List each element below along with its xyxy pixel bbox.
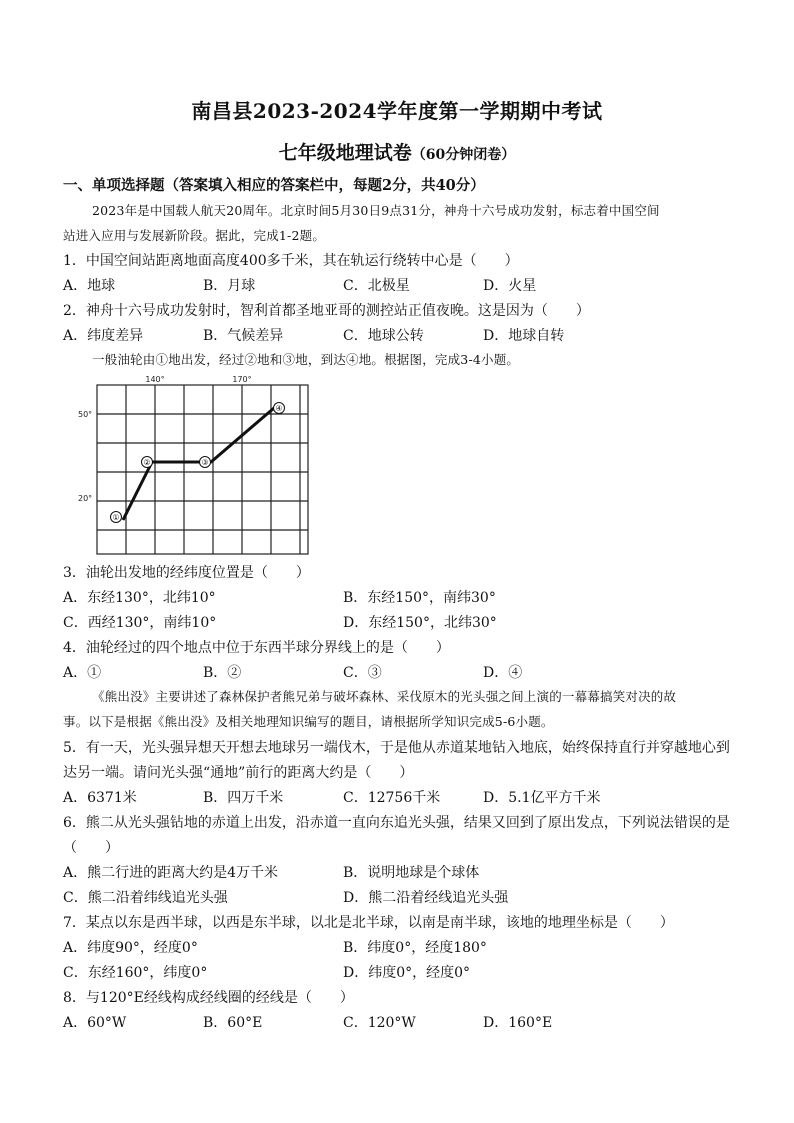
q3-option-c[interactable]: C．西经130°，南纬10°: [63, 615, 217, 631]
q4-option-d[interactable]: D．④: [483, 665, 523, 681]
q8-option-b[interactable]: B．60°E: [203, 1015, 263, 1031]
q5-option-c[interactable]: C．12756千米: [343, 790, 441, 806]
intro1-line2: 站进入应用与发展新阶段。据此，完成1-2题。: [63, 228, 326, 243]
q6-option-b[interactable]: B．说明地球是个球体: [343, 865, 480, 881]
q4-option-b[interactable]: B．②: [203, 665, 242, 681]
q5-option-a[interactable]: A．6371米: [63, 790, 137, 806]
q8-option-a[interactable]: A．60°W: [63, 1015, 127, 1031]
intro3-line1: 《熊出没》主要讲述了森林保护者熊兄弟与破坏森林、采伐原木的光头强之间上演的一幕幕搞笑对决的故: [92, 689, 677, 704]
question-2: 2．神舟十六号成功发射时，智利首都圣地亚哥的测控站正值夜晚。这是因为（ ）: [63, 303, 590, 319]
question-3: 3．油轮出发地的经纬度位置是（ ）: [63, 565, 310, 581]
subtitle-note: （60分钟闭卷）: [411, 147, 516, 163]
q4-option-c[interactable]: C．③: [343, 665, 382, 681]
intro2-line1: 一般油轮由①地出发，经过②地和③地，到达④地。根据图，完成3-4小题。: [92, 352, 520, 367]
q6-option-d[interactable]: D．熊二沿着经线追光头强: [343, 890, 509, 906]
q1-option-d[interactable]: D．火星: [483, 278, 537, 294]
q8-option-d[interactable]: D．160°E: [483, 1015, 553, 1031]
lat-label-20: 20°: [78, 494, 93, 503]
q2-option-b[interactable]: B．气候差异: [203, 328, 284, 344]
lat-label-50: 50°: [78, 410, 93, 419]
question-8: 8．与120°E经线构成经线圈的经线是（ ）: [63, 990, 354, 1006]
question-6-line1: 6．熊二从光头强钻地的赤道上出发，沿赤道一直向东追光头强，结果又回到了原出发点，下列说法错误的是: [63, 815, 730, 831]
question-5-line1: 5．有一天，光头强异想天开想去地球另一端伐木，于是他从赤道某地钻入地底，始终保持直行并穿越地心到: [63, 740, 730, 756]
question-4: 4．油轮经过的四个地点中位于东西半球分界线上的是（ ）: [63, 640, 450, 656]
q6-option-a[interactable]: A．熊二行进的距离大约是4万千米: [63, 865, 279, 881]
q1-option-b[interactable]: B．月球: [203, 278, 256, 294]
point-3-label: ③: [201, 458, 209, 467]
q7-option-d[interactable]: D．纬度0°，经度0°: [343, 965, 471, 981]
q3-option-b[interactable]: B．东经150°，南纬30°: [343, 590, 496, 606]
q2-option-a[interactable]: A．纬度差异: [63, 328, 144, 344]
q7-option-c[interactable]: C．东经160°，纬度0°: [63, 965, 208, 981]
q1-option-c[interactable]: C．北极星: [343, 278, 410, 294]
q7-option-a[interactable]: A．纬度90°，经度0°: [63, 940, 198, 956]
q6-option-c[interactable]: C．熊二沿着纬线追光头强: [63, 890, 228, 906]
question-7: 7．某点以东是西半球，以西是东半球，以北是北半球，以南是南半球，该地的地理坐标是（ ）: [63, 915, 674, 931]
q3-option-d[interactable]: D．东经150°，北纬30°: [343, 615, 497, 631]
q7-option-b[interactable]: B．纬度0°，经度180°: [343, 940, 487, 956]
q2-option-d[interactable]: D．地球自转: [483, 328, 565, 344]
question-6-line2: （ ）: [63, 840, 119, 856]
intro1-line1: 2023年是中国载人航天20周年。北京时间5月30日9点31分，神舟十六号成功发射，标志着中国空间: [92, 203, 660, 218]
route-map-figure: [75, 374, 315, 559]
intro3-line2: 事。以下是根据《熊出没》及相关地理知识编写的题目，请根据所学知识完成5-6小题。: [63, 714, 554, 729]
q4-option-a[interactable]: A．①: [63, 665, 102, 681]
lon-label-140: 140°: [145, 375, 165, 384]
subtitle-text: 七年级地理试卷: [278, 142, 412, 164]
q8-option-c[interactable]: C．120°W: [343, 1015, 416, 1031]
point-4-label: ④: [275, 404, 283, 413]
q5-option-b[interactable]: B．四万千米: [203, 790, 284, 806]
exam-subtitle: [0, 138, 794, 165]
q2-option-c[interactable]: C．地球公转: [343, 328, 424, 344]
q5-option-d[interactable]: D．5.1亿平方千米: [483, 790, 601, 806]
exam-title: 南昌县2023-2024学年度第一学期期中考试: [191, 99, 603, 123]
section-heading: 一、单项选择题（答案填入相应的答案栏中，每题2分，共40分）: [63, 177, 485, 194]
q1-option-a[interactable]: A．地球: [63, 278, 116, 294]
question-1: 1．中国空间站距离地面高度400多千米，其在轨运行绕转中心是（ ）: [63, 253, 519, 269]
point-2-label: ②: [143, 458, 151, 467]
point-1-label: ①: [112, 513, 120, 522]
lon-label-170: 170°: [232, 375, 252, 384]
question-5-line2: 达另一端。请问光头强“通地”前行的距离大约是（ ）: [63, 765, 414, 781]
q3-option-a[interactable]: A．东经130°，北纬10°: [63, 590, 216, 606]
